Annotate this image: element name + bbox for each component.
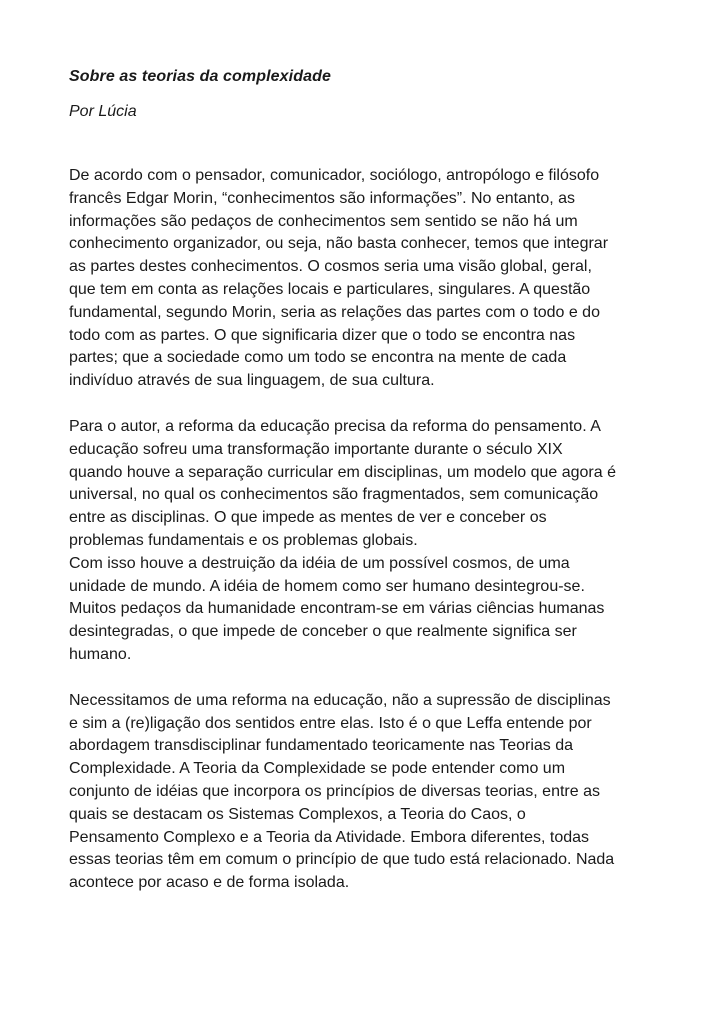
paragraph-2 [69,416,669,553]
paragraph-4 [69,690,669,895]
paragraph-line: conhecimento organizador, ou seja, não basta conhecer, temos que integrar [69,235,609,253]
paragraph-line: acontece por acaso e de forma isolada. [69,874,350,892]
paragraph-line: De acordo com o pensador, comunicador, sociólogo, antropólogo e filósofo [69,167,600,184]
paragraph-line: entre as disciplinas. O que impede as mentes de ver e conceber os [69,509,547,527]
paragraph-line: as partes destes conhecimentos. O cosmos seria uma visão global, geral, [69,258,592,276]
paragraph-3 [69,553,669,667]
paragraph-line: francês Edgar Morin, “conhecimentos são informações”. No entanto, as [69,189,576,207]
paragraph-line: desintegradas, o que impede de conceber o que realmente significa ser [69,623,577,641]
paragraph-line: essas teorias têm em comum o princípio de que tudo está relacionado. Nada [69,851,615,869]
paragraph-line: educação sofreu uma transformação importante durante o século XIX [69,440,563,458]
paragraph-line: problemas fundamentais e os problemas globais. [69,531,418,549]
paragraph-line: Para o autor, a reforma da educação precisa da reforma do pensamento. A [69,417,601,435]
paragraph-line: partes; que a sociedade como um todo se encontra na mente de cada [69,349,567,367]
paragraph-line: quando houve a separação curricular em disciplinas, um modelo que agora é [69,463,616,481]
paragraph-line: todo com as partes. O que significaria dizer que o todo se encontra nas [69,326,576,344]
paragraph-line: e sim a (re)ligação dos sentidos entre elas. Isto é o que Leffa entende por [69,714,592,732]
paragraph-line: Muitos pedaços da humanidade encontram-se em várias ciências humanas [69,600,605,618]
paragraph-1 [69,165,669,393]
paragraph-line: humano. [69,645,132,663]
paragraph-line: Pensamento Complexo e a Teoria da Atividade. Embora diferentes, todas [69,828,590,846]
paragraph-line: indivíduo através de sua linguagem, de sua cultura. [69,372,435,390]
paragraph-line: fundamental, segundo Morin, seria as relações das partes com o todo e do [69,303,600,321]
document-page [69,66,669,895]
document-title: Sobre as teorias da complexidade [69,68,331,85]
paragraph-line: Complexidade. A Teoria da Complexidade se pode entender como um [69,760,566,778]
paragraph-line: Com isso houve a destruição da idéia de um possível cosmos, de uma [69,554,570,572]
paragraph-line: unidade de mundo. A idéia de homem como ser humano desintegrou-se. [69,577,585,595]
paragraph-line: quais se destacam os Sistemas Complexos, a Teoria do Caos, o [69,805,526,823]
paragraph-line: que tem em conta as relações locais e particulares, singulares. A questão [69,280,591,298]
paragraph-line: conjunto de idéias que incorpora os princípios de diversas teorias, entre as [69,782,600,800]
paragraph-line: abordagem transdisciplinar fundamentado teoricamente nas Teorias da [69,737,574,755]
paragraph-line: informações são pedaços de conhecimentos sem sentido se não há um [69,212,578,230]
paragraph-line: universal, no qual os conhecimentos são fragmentados, sem comunicação [69,486,599,504]
document-author: Por Lúcia [69,103,137,120]
paragraph-line: Necessitamos de uma reforma na educação, não a supressão de disciplinas [69,691,611,709]
